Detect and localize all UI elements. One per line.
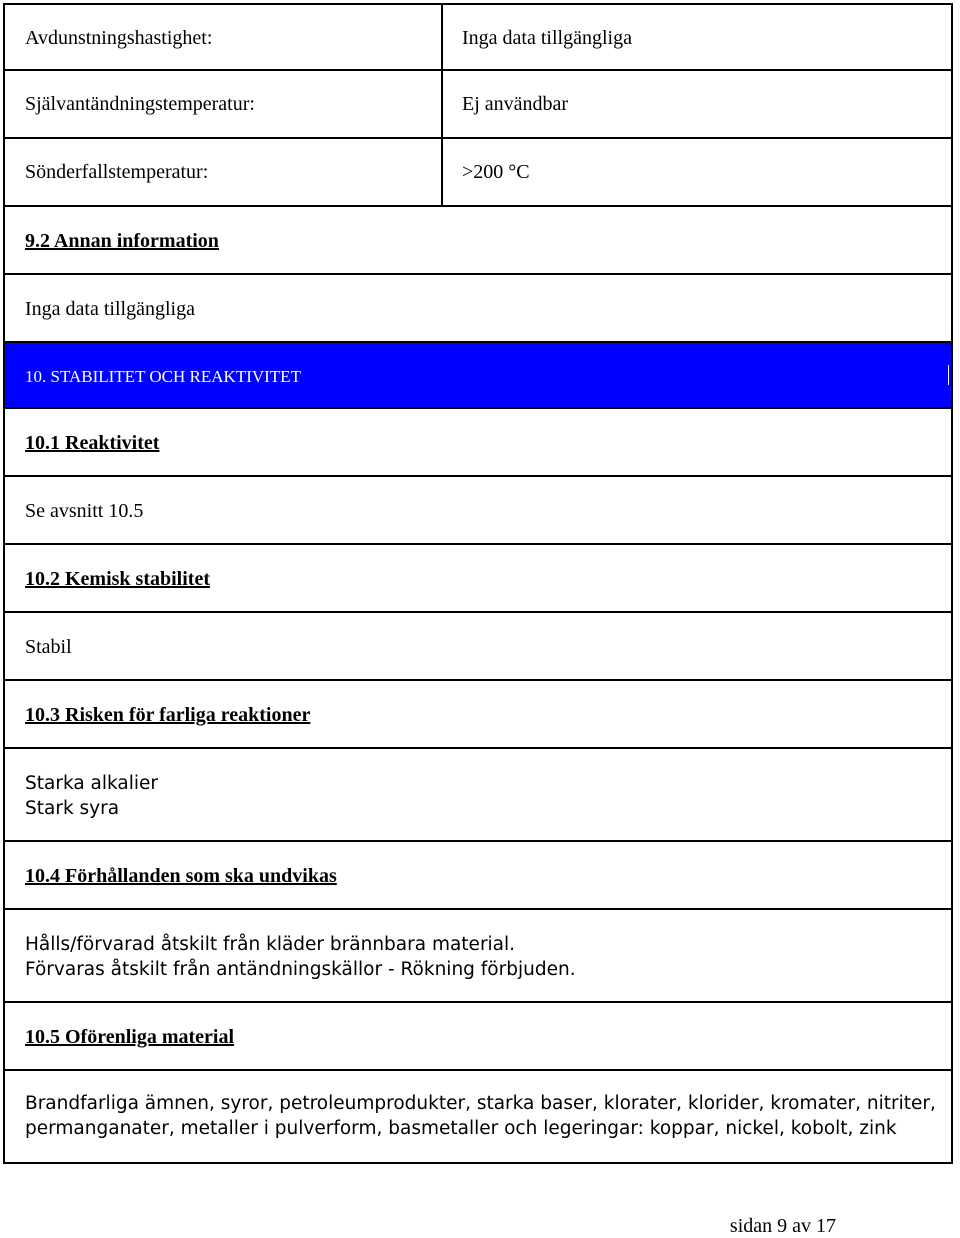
section-heading: 10.5 Oförenliga material (25, 1026, 235, 1048)
property-value: >200 °C (462, 161, 530, 183)
property-label: Avdunstningshastighet: (5, 5, 443, 69)
text-line: Starka alkalier (25, 773, 159, 794)
section-10-3-heading-row (3, 681, 953, 749)
text-line: Stark syra (25, 798, 120, 819)
safety-data-sheet-table (3, 3, 953, 1164)
section-heading: 10.3 Risken för farliga reaktioner (25, 704, 311, 726)
section-heading: 9.2 Annan information (25, 230, 219, 252)
page-number: sidan 9 av 17 (729, 1215, 836, 1237)
section-9-2-heading-row (3, 207, 953, 275)
section-10-4-heading-row (3, 842, 953, 910)
section-10-1-text-row (3, 477, 953, 545)
section-10-1-heading-row (3, 409, 953, 477)
property-value: Inga data tillgängliga (462, 27, 632, 49)
section-text: Se avsnitt 10.5 (25, 500, 144, 522)
section-10-3-text-row (3, 749, 953, 842)
section-10-2-heading-row (3, 545, 953, 613)
section-10-5-text-row (3, 1071, 953, 1164)
section-banner-title: 10. STABILITET OCH REAKTIVITET (25, 367, 301, 386)
section-heading: 10.4 Förhållanden som ska undvikas (25, 865, 337, 887)
property-row-autoignition-temperature (3, 71, 953, 139)
section-text: Stabil (25, 636, 72, 658)
property-label: Självantändningstemperatur: (5, 71, 443, 137)
section-10-4-text-row (3, 910, 953, 1003)
section-10-5-heading-row (3, 1003, 953, 1071)
section-text: Inga data tillgängliga (25, 298, 195, 320)
property-row-evaporation-rate (3, 3, 953, 71)
property-value: Ej användbar (462, 93, 569, 115)
section-heading: 10.1 Reaktivitet (25, 432, 160, 454)
text-line: Hålls/förvarad åtskilt från kläder brännbara material. (25, 934, 516, 955)
section-heading: 10.2 Kemisk stabilitet (25, 568, 210, 590)
text-line: Brandfarliga ämnen, syror, petroleumprodukter, starka baser, klorater, klorider, kromater, nitriter, (25, 1093, 936, 1114)
text-line: permanganater, metaller i pulverform, basmetaller och legeringar: koppar, nickel, kobolt, zink (25, 1118, 897, 1139)
section-10-banner (3, 343, 953, 409)
section-10-2-text-row (3, 613, 953, 681)
text-line: Förvaras åtskilt från antändningskällor - Rökning förbjuden. (25, 959, 576, 980)
section-9-2-text-row (3, 275, 953, 343)
property-row-decomposition-temperature (3, 139, 953, 207)
banner-edge-mark (948, 365, 949, 385)
property-label: Sönderfallstemperatur: (5, 139, 443, 205)
